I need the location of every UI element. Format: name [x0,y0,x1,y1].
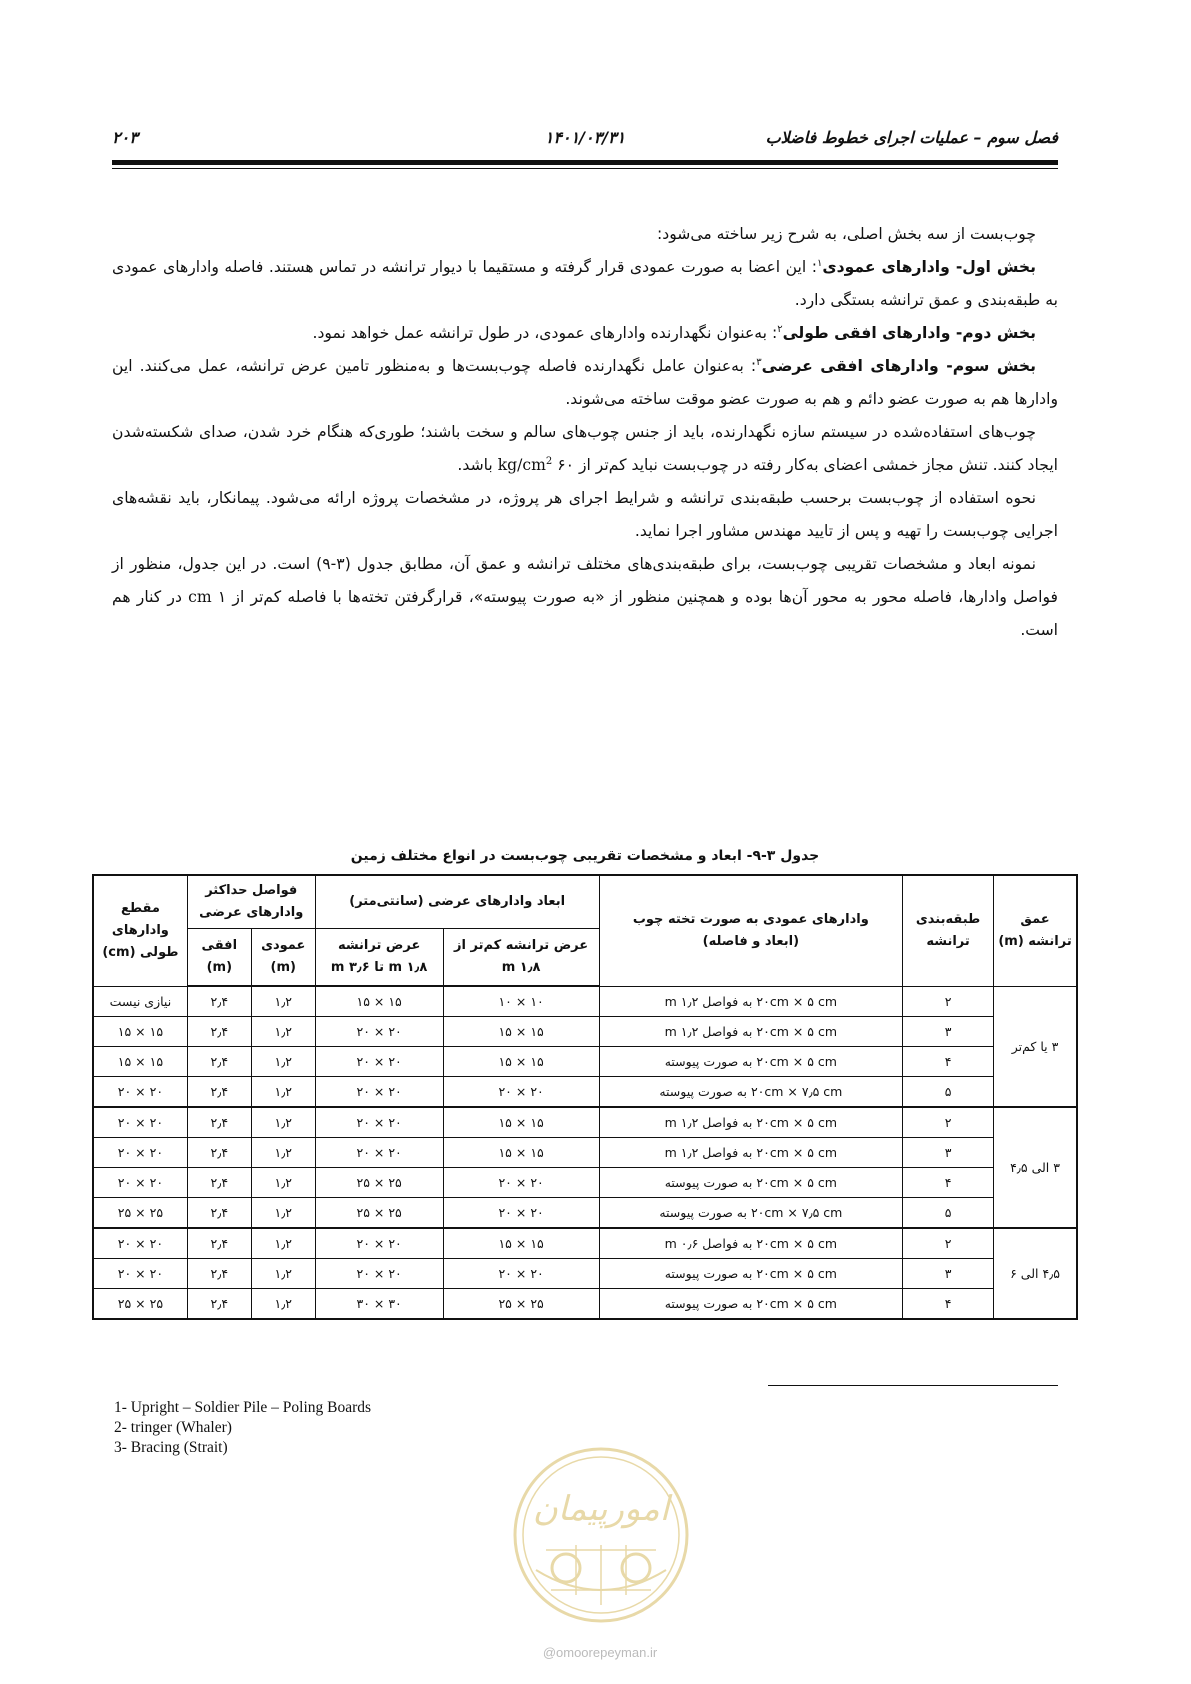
body-text [112,218,1058,647]
cell-width-range: ۲۰ × ۲۰ [315,1077,443,1108]
wood-text-a: چوب‌های استفاده‌شده در سیستم سازه نگهدارنده، باید از جنس چوب‌های سالم و سخت باشند؛ طوری‌که هنگام خرد شدن، صدای شکسته‌شدن ایجاد کنند. تنش مجاز خمشی اعضای به‌کار رفته در چوب‌بست نباید کم‌تر از ۶۰ [112,423,1058,474]
footnote-1: 1- Upright – Soldier Pile – Poling Boards [114,1399,372,1416]
cell-width-lt: ۱۰ × ۱۰ [443,986,599,1017]
cell-width-range: ۲۰ × ۲۰ [315,1228,443,1259]
cell-classification: ۲ [903,986,994,1017]
paragraph-table-ref [112,548,1058,647]
header-horizontal-spacing-label: افقی [201,938,238,953]
cell-depth: ۳ یا کم‌تر [994,986,1077,1107]
cell-width-lt: ۱۵ × ۱۵ [443,1047,599,1077]
footnote-ref-3[interactable]: ۳ [756,356,762,368]
header-longitudinal: مقطع وادارهای طولی (cm) [93,875,187,986]
cell-width-lt: ۲۰ × ۲۰ [443,1259,599,1289]
page-number: ۲۰۳ [112,128,138,147]
cell-vertical: ۲۰cm × ۵ cm به فواصل ۰٫۶ m [599,1228,902,1259]
cell-vertical-spacing: ۱٫۲ [251,1198,315,1229]
cell-longitudinal: نیازی نیست [93,986,187,1017]
cell-classification: ۳ [903,1138,994,1168]
header-width-lt [443,929,599,987]
cell-longitudinal: ۲۰ × ۲۰ [93,1138,187,1168]
cell-classification: ۳ [903,1017,994,1047]
cell-vertical-spacing: ۱٫۲ [251,1107,315,1138]
header-horizontal-spacing-unit: (m) [206,960,233,975]
header-vertical-label: وادارهای عمودی به صورت تخته چوب [632,911,869,927]
cell-longitudinal: ۲۰ × ۲۰ [93,1107,187,1138]
cell-vertical-spacing: ۱٫۲ [251,1138,315,1168]
header-vertical-sub: (ابعاد و فاصله) [702,933,800,949]
cell-vertical-spacing: ۱٫۲ [251,1228,315,1259]
table-row [93,1168,1077,1198]
footnotes [114,1398,371,1458]
footnote-2: 2- tringer (Whaler) [114,1419,232,1436]
table-row [93,986,1077,1017]
part2-text: : به‌عنوان نگهدارنده وادارهای عمودی، در طول ترانشه عمل خواهد نمود. [312,324,778,342]
cell-width-range: ۲۰ × ۲۰ [315,1107,443,1138]
table-row [93,1077,1077,1108]
cell-horizontal-spacing: ۲٫۴ [187,1077,251,1108]
wood-unit-exp: 2 [545,455,553,467]
wood-unit-base: kg/cm [497,456,546,474]
cell-width-range: ۲۰ × ۲۰ [315,1138,443,1168]
cell-vertical-spacing: ۱٫۲ [251,986,315,1017]
part3-text: : به‌عنوان عامل نگهدارنده فاصله چوب‌بست‌ها و به‌منظور تامین عرض ترانشه، عمل می‌کنند. این وادارها هم به صورت عضو دائم و هم به صورت عضو موقت ساخته می‌شوند. [112,357,1058,408]
cell-vertical: ۲۰cm × ۵ cm به صورت پیوسته [599,1047,902,1077]
cell-width-range: ۲۰ × ۲۰ [315,1259,443,1289]
cell-width-lt: ۲۰ × ۲۰ [443,1168,599,1198]
cell-depth: ۴٫۵ الی ۶ [994,1228,1077,1319]
footnote-ref-2[interactable]: ۲ [777,323,783,335]
cell-vertical: ۲۰cm × ۵ cm به فواصل ۱٫۲ m [599,1017,902,1047]
header-width-range [315,929,443,987]
header-width-lt-label: عرض ترانشه کم‌تر از [454,938,589,953]
cell-classification: ۲ [903,1107,994,1138]
cell-vertical-spacing: ۱٫۲ [251,1047,315,1077]
cell-horizontal-spacing: ۲٫۴ [187,1198,251,1229]
table-row [93,1259,1077,1289]
header-max-spacing: فواصل حداکثر وادارهای عرضی [187,875,315,929]
header-classification: طبقه‌بندی ترانشه [903,875,994,986]
cell-width-range: ۲۰ × ۲۰ [315,1017,443,1047]
cell-width-range: ۳۰ × ۳۰ [315,1289,443,1320]
header-vertical-spacing [251,929,315,987]
cell-vertical-spacing: ۱٫۲ [251,1259,315,1289]
cell-classification: ۴ [903,1047,994,1077]
cell-width-range: ۲۰ × ۲۰ [315,1047,443,1077]
cell-width-lt: ۲۰ × ۲۰ [443,1077,599,1108]
cell-vertical: ۲۰cm × ۵ cm به فواصل ۱٫۲ m [599,986,902,1017]
cell-vertical: ۲۰cm × ۵ cm به صورت پیوسته [599,1259,902,1289]
cell-longitudinal: ۱۵ × ۱۵ [93,1017,187,1047]
part1-text: : این اعضا به صورت عمودی قرار گرفته و مستقیما با دیوار ترانشه در تماس هستند. فاصله وادارهای عمودی به طبقه‌بندی و عمق ترانشه بستگی دارد. [112,258,1058,309]
cell-horizontal-spacing: ۲٫۴ [187,1259,251,1289]
paragraph-part2 [112,317,1058,350]
header-width-range-value: ۱٫۸ m تا ۳٫۶ m [330,960,428,975]
cell-longitudinal: ۲۰ × ۲۰ [93,1168,187,1198]
table-row [93,1198,1077,1229]
watermark-logo-text: امورپیمان [532,1489,670,1529]
cell-vertical: ۲۰cm × ۵ cm به صورت پیوسته [599,1168,902,1198]
header-depth: عمق ترانشه (m) [994,875,1077,986]
part3-title: بخش سوم- وادارهای افقی عرضی [761,357,1036,375]
cell-vertical-spacing: ۱٫۲ [251,1017,315,1047]
cell-classification: ۵ [903,1198,994,1229]
watermark-logo [506,1440,696,1630]
header-vertical-spacing-label: عمودی [261,938,306,953]
cell-classification: ۴ [903,1289,994,1320]
header-rule-thin [112,168,1058,169]
table-row [93,1228,1077,1259]
table-row [93,1138,1077,1168]
table-ref-unit: cm [188,588,212,606]
header-rule-thick [112,160,1058,165]
shoring-table [92,874,1078,1320]
header-vertical [599,875,902,986]
cell-depth: ۳ الی ۴٫۵ [994,1107,1077,1228]
cell-width-lt: ۱۵ × ۱۵ [443,1107,599,1138]
cell-vertical: ۲۰cm × ۵ cm به فواصل ۱٫۲ m [599,1107,902,1138]
cell-width-lt: ۱۵ × ۱۵ [443,1228,599,1259]
header-vertical-spacing-unit: (m) [270,960,296,975]
header-date: ۱۴۰۱/۰۳/۳۱ [544,128,626,147]
footnote-rule [768,1385,1058,1386]
cell-horizontal-spacing: ۲٫۴ [187,1168,251,1198]
cell-width-range: ۱۵ × ۱۵ [315,986,443,1017]
watermark-url: @omoorepeyman.ir [542,1645,658,1660]
shoring-table-container [92,874,1078,1320]
cell-longitudinal: ۲۵ × ۲۵ [93,1198,187,1229]
cell-width-range: ۲۵ × ۲۵ [315,1168,443,1198]
cell-longitudinal: ۲۰ × ۲۰ [93,1077,187,1108]
cell-horizontal-spacing: ۲٫۴ [187,1107,251,1138]
header-width-range-label: عرض ترانشه [337,938,421,953]
cell-vertical: ۲۰cm × ۵ cm به فواصل ۱٫۲ m [599,1138,902,1168]
cell-classification: ۳ [903,1259,994,1289]
table-ref-text-a: نمونه ابعاد و مشخصات تقریبی چوب‌بست، برای طبقه‌بندی‌های مختلف ترانشه و عمق آن، مطابق جدول (۳-۹) است. در این جدول، منظور از فواصل وادارها، فاصله محور به محور آن‌ها بوده و همچنین منظور از «به صورت پیوسته»، قرارگرفتن تخته‌ها با فاصله کم‌تر از ۱ [112,555,1058,606]
cell-width-lt: ۱۵ × ۱۵ [443,1017,599,1047]
table-body [93,986,1077,1319]
cell-horizontal-spacing: ۲٫۴ [187,1017,251,1047]
paragraph-part3 [112,350,1058,416]
wood-unit [498,456,553,474]
cell-horizontal-spacing: ۲٫۴ [187,1228,251,1259]
cell-vertical: ۲۰cm × ۵ cm به صورت پیوسته [599,1289,902,1320]
table-row [93,1289,1077,1320]
header-cross-dims: ابعاد وادارهای عرضی (سانتی‌متر) [315,875,599,929]
cell-horizontal-spacing: ۲٫۴ [187,1047,251,1077]
header-horizontal-spacing [187,929,251,987]
table-row [93,1107,1077,1138]
cell-vertical-spacing: ۱٫۲ [251,1077,315,1108]
cell-width-lt: ۱۵ × ۱۵ [443,1138,599,1168]
paragraph-wood [112,416,1058,482]
footnote-3: 3- Bracing (Strait) [114,1439,228,1456]
cell-horizontal-spacing: ۲٫۴ [187,986,251,1017]
cell-horizontal-spacing: ۲٫۴ [187,1289,251,1320]
cell-classification: ۵ [903,1077,994,1108]
table-caption: جدول ۳-۹- ابعاد و مشخصات تقریبی چوب‌بست در انواع مختلف زمین [350,848,820,864]
table-row [93,1047,1077,1077]
cell-longitudinal: ۲۰ × ۲۰ [93,1259,187,1289]
part2-title: بخش دوم- وادارهای افقی طولی [782,324,1036,342]
footnote-ref-1[interactable]: ۱ [816,257,823,269]
cell-width-range: ۲۵ × ۲۵ [315,1198,443,1229]
cell-vertical-spacing: ۱٫۲ [251,1168,315,1198]
chapter-title: فصل سوم – عملیات اجرای خطوط فاضلاب [765,128,1058,147]
cell-width-lt: ۲۰ × ۲۰ [443,1198,599,1229]
cell-longitudinal: ۲۰ × ۲۰ [93,1228,187,1259]
table-row [93,1017,1077,1047]
cell-vertical-spacing: ۱٫۲ [251,1289,315,1320]
wood-text-b: باشد. [457,456,493,474]
header-width-lt-value: ۱٫۸ m [501,960,541,975]
cell-vertical: ۲۰cm × ۷٫۵ cm به صورت پیوسته [599,1198,902,1229]
cell-classification: ۲ [903,1228,994,1259]
paragraph-intro: چوب‌بست از سه بخش اصلی، به شرح زیر ساخته می‌شود: [657,225,1036,243]
paragraph-usage: نحوه استفاده از چوب‌بست برحسب طبقه‌بندی ترانشه و شرایط اجرای هر پروژه، در مشخصات پروژه ارائه می‌شود. پیمانکار، باید نقشه‌های اجرایی چوب‌بست را تهیه و پس از تایید مهندس مشاور اجرا نماید. [112,489,1058,540]
cell-classification: ۴ [903,1168,994,1198]
paragraph-part1 [112,251,1058,317]
cell-width-lt: ۲۵ × ۲۵ [443,1289,599,1320]
part1-title: بخش اول- وادارهای عمودی [822,258,1036,276]
cell-longitudinal: ۲۵ × ۲۵ [93,1289,187,1320]
cell-longitudinal: ۱۵ × ۱۵ [93,1047,187,1077]
page-header [112,128,1058,154]
cell-horizontal-spacing: ۲٫۴ [187,1138,251,1168]
cell-vertical: ۲۰cm × ۷٫۵ cm به صورت پیوسته [599,1077,902,1108]
table-ref-text-b: در کنار هم است. [112,588,1058,639]
